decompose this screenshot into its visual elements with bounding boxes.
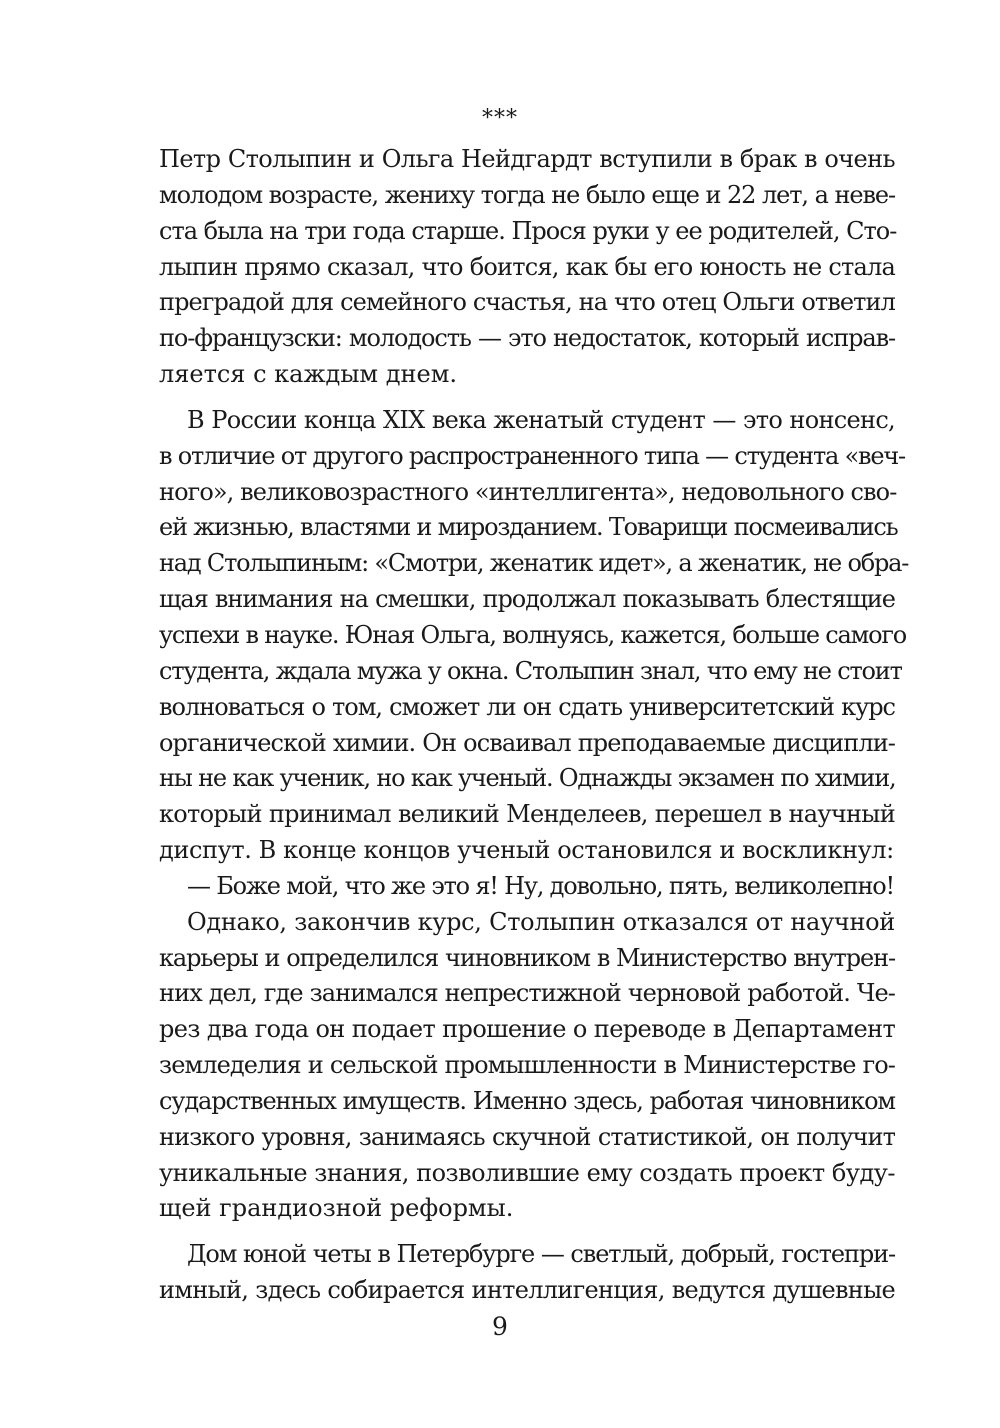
text-line: ляется с каждым днем. (159, 360, 457, 389)
text-line: — Боже мой, что же это я! Ну, довольно, пять, великолепно! (187, 871, 894, 900)
text-line: органической химии. Он осваивал преподаваемые дисципли- (159, 728, 895, 757)
text-line: карьеры и определился чиновником в Министерство внутрен- (159, 943, 895, 972)
text-line: земледелия и сельской промышленности в Министерстве го- (159, 1051, 895, 1080)
paragraph-gap (159, 1227, 895, 1237)
text-line: в отличие от другого распространенного типа — студента «веч- (159, 441, 905, 470)
text-line: Дом юной четы в Петербурге — светлый, добрый, гостепри- (187, 1240, 895, 1269)
text-line: Однако, закончив курс, Столыпин отказался от научной (187, 907, 895, 936)
paragraph-gap (159, 393, 895, 403)
text-line: сударственных имуществ. Именно здесь, работая чиновником (159, 1086, 895, 1115)
text-line: рез два года он подает прошение о переводе в Департамент (159, 1015, 896, 1044)
page-number: 9 (492, 1312, 508, 1341)
body-text (159, 142, 909, 1309)
text-line: молодом возрасте, жениху тогда не было еще и 22 лет, а неве- (159, 180, 895, 209)
text-line: ста была на три года старше. Прося руки у ее родителей, Сто- (159, 216, 897, 245)
text-line: щей грандиозной реформы. (159, 1194, 514, 1223)
text-line: над Столыпиным: «Смотри, женатик идет», а женатик, не обра- (159, 549, 909, 578)
text-line: уникальные знания, позволившие ему создать проект буду- (159, 1158, 895, 1187)
text-line: ей жизнью, властями и мирозданием. Товарищи посмеивались (159, 513, 898, 542)
text-line: успехи в науке. Юная Ольга, волнуясь, кажется, больше самого (159, 620, 906, 649)
text-line: лыпин прямо сказал, что боится, как бы его юность не стала (159, 252, 895, 281)
text-line: который принимал великий Менделеев, перешел в научный (159, 800, 895, 829)
text-line: диспут. В конце концов ученый остановился и воскликнул: (159, 836, 894, 865)
section-separator: *** (482, 106, 518, 131)
text-line: имный, здесь собирается интеллигенция, ведутся душевные (159, 1276, 895, 1305)
text-line: Петр Столыпин и Ольга Нейдгардт вступили в брак в очень (159, 145, 895, 173)
text-line: В России конца XIX века женатый студент — это нонсенс, (187, 405, 895, 434)
text-line: волноваться о том, сможет ли он сдать университетский курс (159, 692, 895, 721)
text-line: преградой для семейного счастья, на что отец Ольги ответил (159, 288, 895, 317)
text-line: студента, ждала мужа у окна. Столыпин знал, что ему не стоит (159, 656, 902, 685)
text-line: ного», великовозрастного «интеллигента», недовольного сво- (159, 477, 897, 506)
text-line: них дел, где занимался непрестижной черновой работой. Че- (159, 979, 895, 1008)
text-line: ны не как ученик, но как ученый. Однажды экзамен по химии, (159, 764, 896, 793)
text-line: щая внимания на смешки, продолжал показывать блестящие (159, 585, 895, 614)
text-line: низкого уровня, занимаясь скучной статистикой, он получит (159, 1122, 895, 1151)
text-line: по-французски: молодость — это недостаток, который исправ- (159, 324, 895, 353)
